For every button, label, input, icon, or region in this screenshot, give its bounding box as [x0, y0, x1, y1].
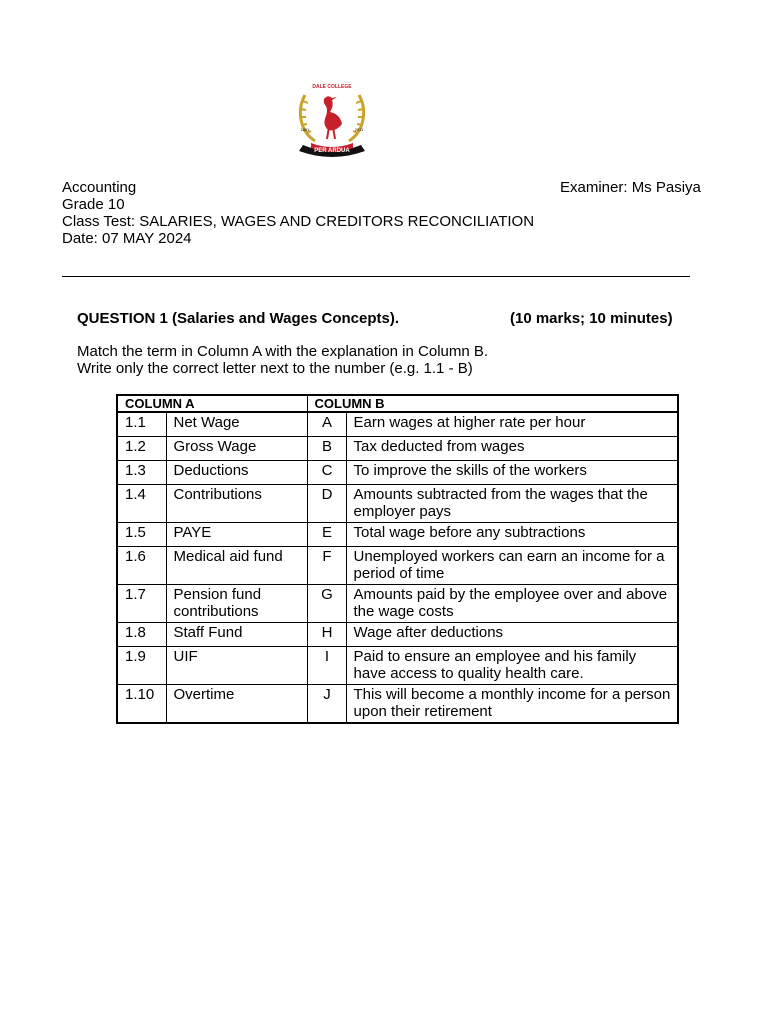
table-row: [117, 485, 678, 523]
item-term: UIF: [166, 647, 307, 685]
table-row: [117, 585, 678, 623]
item-letter: A: [307, 412, 346, 437]
item-number: 1.9: [117, 647, 166, 685]
crest-year-right: 2011: [354, 127, 364, 132]
item-number: 1.10: [117, 685, 166, 724]
table-row: [117, 412, 678, 437]
item-letter: I: [307, 647, 346, 685]
item-description: To improve the skills of the workers: [346, 461, 678, 485]
item-description: Unemployed workers can earn an income for a period of time: [346, 547, 678, 585]
item-description: Tax deducted from wages: [346, 437, 678, 461]
item-letter: H: [307, 623, 346, 647]
table-row: [117, 461, 678, 485]
item-letter: J: [307, 685, 346, 724]
table-row: [117, 623, 678, 647]
item-letter: D: [307, 485, 346, 523]
item-description: Amounts subtracted from the wages that the employer pays: [346, 485, 678, 523]
item-term: Staff Fund: [166, 623, 307, 647]
item-letter: F: [307, 547, 346, 585]
question-title: QUESTION 1 (Salaries and Wages Concepts).: [77, 310, 400, 327]
table-row: [117, 647, 678, 685]
item-description: This will become a monthly income for a person upon their retirement: [346, 685, 678, 724]
item-term: Gross Wage: [166, 437, 307, 461]
crest-top-text: DALE COLLEGE: [312, 84, 352, 90]
table-row: [117, 547, 678, 585]
table-row: [117, 437, 678, 461]
item-description: Paid to ensure an employee and his family have access to quality health care.: [346, 647, 678, 685]
item-number: 1.7: [117, 585, 166, 623]
item-letter: B: [307, 437, 346, 461]
item-number: 1.4: [117, 485, 166, 523]
header-divider: [62, 276, 690, 277]
item-letter: G: [307, 585, 346, 623]
item-description: Amounts paid by the employee over and above the wage costs: [346, 585, 678, 623]
item-number: 1.2: [117, 437, 166, 461]
question-marks: (10 marks; 10 minutes): [510, 310, 673, 327]
item-letter: C: [307, 461, 346, 485]
table-row: [117, 523, 678, 547]
test-title: Class Test: SALARIES, WAGES AND CREDITORS RECONCILIATION: [62, 213, 535, 230]
item-number: 1.6: [117, 547, 166, 585]
item-number: 1.5: [117, 523, 166, 547]
item-term: Net Wage: [166, 412, 307, 437]
examiner-label: Examiner: Ms Pasiya: [560, 179, 701, 196]
item-description: Earn wages at higher rate per hour: [346, 412, 678, 437]
test-date: Date: 07 MAY 2024: [62, 230, 192, 247]
item-term: Medical aid fund: [166, 547, 307, 585]
matching-table: [116, 394, 679, 724]
crest-motto: PER ARDUA: [314, 148, 350, 154]
item-description: Wage after deductions: [346, 623, 678, 647]
subject-label: Accounting: [62, 179, 137, 196]
school-crest-logo: [291, 79, 373, 159]
item-term: Contributions: [166, 485, 307, 523]
table-row: [117, 685, 678, 724]
crest-year-left: 1861: [300, 127, 310, 132]
item-letter: E: [307, 523, 346, 547]
item-term: Deductions: [166, 461, 307, 485]
item-number: 1.8: [117, 623, 166, 647]
instruction-line-1: Match the term in Column A with the explanation in Column B.: [77, 343, 489, 360]
item-term: PAYE: [166, 523, 307, 547]
column-b-header: COLUMN B: [307, 395, 678, 412]
item-term: Overtime: [166, 685, 307, 724]
item-description: Total wage before any subtractions: [346, 523, 678, 547]
instruction-line-2: Write only the correct letter next to the number (e.g. 1.1 - B): [77, 360, 473, 377]
column-a-header: COLUMN A: [117, 395, 307, 412]
item-term: Pension fund contributions: [166, 585, 307, 623]
item-number: 1.3: [117, 461, 166, 485]
grade-label: Grade 10: [62, 196, 125, 213]
item-number: 1.1: [117, 412, 166, 437]
